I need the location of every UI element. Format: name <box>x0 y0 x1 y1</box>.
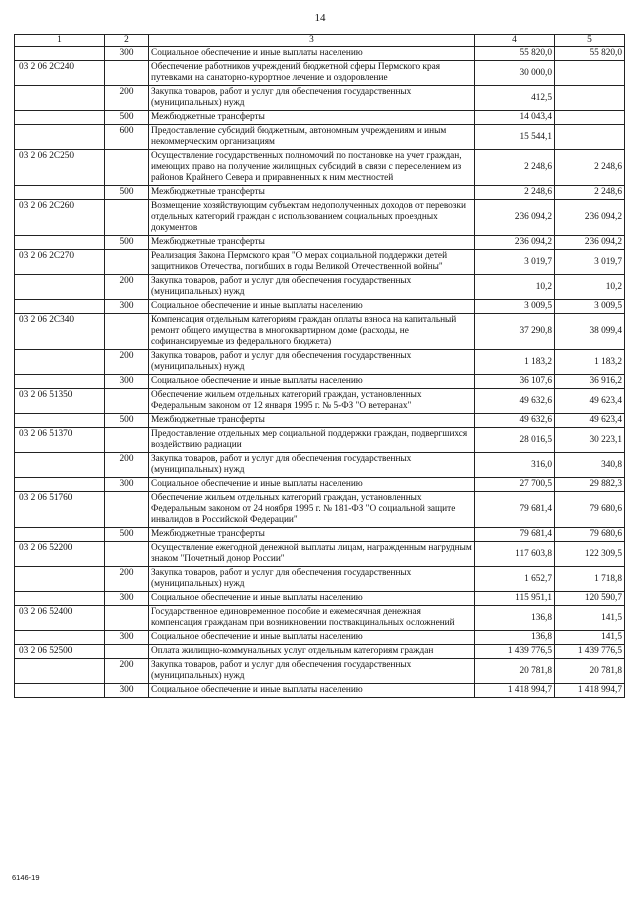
row-kvr: 500 <box>105 236 149 250</box>
table-row <box>15 314 625 350</box>
row-value-2: 55 820,0 <box>555 47 625 61</box>
table-row <box>15 428 625 453</box>
row-name: Социальное обеспечение и иные выплаты населению <box>149 300 475 314</box>
row-code: 03 2 06 2С240 <box>15 61 105 86</box>
table-row <box>15 492 625 528</box>
row-value-2: 36 916,2 <box>555 375 625 389</box>
row-name: Обеспечение жильем отдельных категорий граждан, установленных Федеральным законом от 12 января 1995 г. № 5-ФЗ "О ветеранах" <box>149 389 475 414</box>
table-row <box>15 478 625 492</box>
row-kvr <box>105 250 149 275</box>
table-row <box>15 453 625 478</box>
table-row <box>15 659 625 684</box>
row-value-2: 1 418 994,7 <box>555 684 625 698</box>
row-kvr: 300 <box>105 300 149 314</box>
row-value-1: 14 043,4 <box>475 111 555 125</box>
row-value-1: 1 652,7 <box>475 567 555 592</box>
row-kvr <box>105 61 149 86</box>
row-value-1: 236 094,2 <box>475 200 555 236</box>
row-name: Межбюджетные трансферты <box>149 414 475 428</box>
table-row <box>15 200 625 236</box>
row-name: Социальное обеспечение и иные выплаты населению <box>149 592 475 606</box>
row-code <box>15 47 105 61</box>
row-value-2: 340,8 <box>555 453 625 478</box>
row-value-2: 2 248,6 <box>555 186 625 200</box>
row-code: 03 2 06 51760 <box>15 492 105 528</box>
row-value-1: 136,8 <box>475 631 555 645</box>
row-value-1: 79 681,4 <box>475 492 555 528</box>
row-code <box>15 478 105 492</box>
row-code: 03 2 06 52200 <box>15 542 105 567</box>
row-value-1: 15 544,1 <box>475 125 555 150</box>
row-value-1: 2 248,6 <box>475 186 555 200</box>
row-value-1: 136,8 <box>475 606 555 631</box>
budget-table-container <box>14 34 624 698</box>
table-row <box>15 150 625 186</box>
table-row <box>15 300 625 314</box>
row-name: Государственное единовременное пособие и ежемесячная денежная компенсация гражданам при возникновении поствакцинальных осложнений <box>149 606 475 631</box>
row-value-1: 1 418 994,7 <box>475 684 555 698</box>
row-name: Закупка товаров, работ и услуг для обеспечения государственных (муниципальных) нужд <box>149 567 475 592</box>
row-kvr: 300 <box>105 47 149 61</box>
row-value-1: 2 248,6 <box>475 150 555 186</box>
row-kvr <box>105 542 149 567</box>
table-row <box>15 414 625 428</box>
row-value-2: 29 882,3 <box>555 478 625 492</box>
row-name: Социальное обеспечение и иные выплаты населению <box>149 631 475 645</box>
row-value-2: 79 680,6 <box>555 528 625 542</box>
table-row <box>15 186 625 200</box>
row-code: 03 2 06 2С270 <box>15 250 105 275</box>
row-kvr: 200 <box>105 453 149 478</box>
row-kvr: 200 <box>105 275 149 300</box>
row-code <box>15 125 105 150</box>
row-kvr: 500 <box>105 186 149 200</box>
row-code <box>15 300 105 314</box>
row-value-1: 79 681,4 <box>475 528 555 542</box>
row-value-1: 412,5 <box>475 86 555 111</box>
row-value-2: 10,2 <box>555 275 625 300</box>
table-row <box>15 389 625 414</box>
row-value-2: 1 183,2 <box>555 350 625 375</box>
row-code <box>15 350 105 375</box>
row-value-2: 122 309,5 <box>555 542 625 567</box>
table-row <box>15 542 625 567</box>
row-kvr: 200 <box>105 350 149 375</box>
row-value-1: 236 094,2 <box>475 236 555 250</box>
row-value-2: 30 223,1 <box>555 428 625 453</box>
row-value-2 <box>555 125 625 150</box>
row-code: 03 2 06 2С250 <box>15 150 105 186</box>
row-kvr <box>105 389 149 414</box>
row-name: Социальное обеспечение и иные выплаты населению <box>149 375 475 389</box>
row-name: Закупка товаров, работ и услуг для обеспечения государственных (муниципальных) нужд <box>149 350 475 375</box>
header-col-5: 5 <box>555 35 625 47</box>
row-value-2: 141,5 <box>555 606 625 631</box>
row-value-2: 3 019,7 <box>555 250 625 275</box>
row-value-2: 20 781,8 <box>555 659 625 684</box>
row-value-2 <box>555 111 625 125</box>
row-name: Межбюджетные трансферты <box>149 186 475 200</box>
header-col-2: 2 <box>105 35 149 47</box>
row-name: Межбюджетные трансферты <box>149 528 475 542</box>
footer-code: 6146-19 <box>12 873 40 882</box>
row-name: Закупка товаров, работ и услуг для обеспечения государственных (муниципальных) нужд <box>149 453 475 478</box>
header-row <box>15 35 625 47</box>
row-kvr: 500 <box>105 111 149 125</box>
row-value-1: 117 603,8 <box>475 542 555 567</box>
row-value-2: 49 623,4 <box>555 389 625 414</box>
row-name: Социальное обеспечение и иные выплаты населению <box>149 47 475 61</box>
row-kvr: 500 <box>105 414 149 428</box>
row-name: Осуществление ежегодной денежной выплаты лицам, награжденным нагрудным знаком "Почетный донор России" <box>149 542 475 567</box>
row-value-1: 37 290,8 <box>475 314 555 350</box>
table-row <box>15 275 625 300</box>
table-row <box>15 111 625 125</box>
row-name: Закупка товаров, работ и услуг для обеспечения государственных (муниципальных) нужд <box>149 275 475 300</box>
row-value-1: 55 820,0 <box>475 47 555 61</box>
row-value-1: 115 951,1 <box>475 592 555 606</box>
row-code: 03 2 06 2С340 <box>15 314 105 350</box>
row-value-1: 49 632,6 <box>475 389 555 414</box>
row-name: Закупка товаров, работ и услуг для обеспечения государственных (муниципальных) нужд <box>149 659 475 684</box>
row-code <box>15 414 105 428</box>
table-row <box>15 350 625 375</box>
table-row <box>15 528 625 542</box>
row-name: Социальное обеспечение и иные выплаты населению <box>149 478 475 492</box>
row-kvr <box>105 314 149 350</box>
row-code <box>15 659 105 684</box>
row-kvr: 300 <box>105 592 149 606</box>
row-value-2 <box>555 86 625 111</box>
row-name: Компенсация отдельным категориям граждан оплаты взноса на капитальный ремонт общего имущества в многоквартирном доме (расходы, не софинансируемые из федерального бюджета) <box>149 314 475 350</box>
table-body <box>15 47 625 698</box>
row-value-2 <box>555 61 625 86</box>
row-kvr: 300 <box>105 478 149 492</box>
table-row <box>15 645 625 659</box>
row-value-2: 1 439 776,5 <box>555 645 625 659</box>
header-col-3: 3 <box>149 35 475 47</box>
row-kvr: 200 <box>105 659 149 684</box>
row-code <box>15 631 105 645</box>
table-row <box>15 592 625 606</box>
row-value-1: 36 107,6 <box>475 375 555 389</box>
table-row <box>15 375 625 389</box>
table-row <box>15 684 625 698</box>
header-col-4: 4 <box>475 35 555 47</box>
row-value-1: 1 439 776,5 <box>475 645 555 659</box>
row-value-2: 236 094,2 <box>555 236 625 250</box>
row-value-2: 141,5 <box>555 631 625 645</box>
row-kvr: 200 <box>105 86 149 111</box>
row-code <box>15 275 105 300</box>
row-value-1: 3 019,7 <box>475 250 555 275</box>
row-kvr <box>105 606 149 631</box>
table-row <box>15 631 625 645</box>
table-row <box>15 61 625 86</box>
row-kvr <box>105 150 149 186</box>
row-kvr: 500 <box>105 528 149 542</box>
table-row <box>15 125 625 150</box>
row-value-1: 27 700,5 <box>475 478 555 492</box>
header-col-1: 1 <box>15 35 105 47</box>
row-code <box>15 453 105 478</box>
row-name: Обеспечение жильем отдельных категорий граждан, установленных Федеральным законом от 24 ноября 1995 г. № 181-ФЗ "О социальной защите инвалидов в Российской Федерации" <box>149 492 475 528</box>
row-name: Обеспечение работников учреждений бюджетной сферы Пермского края путевками на санаторно-курортное лечение и оздоровление <box>149 61 475 86</box>
row-value-1: 30 000,0 <box>475 61 555 86</box>
row-code <box>15 592 105 606</box>
table-row <box>15 567 625 592</box>
row-kvr <box>105 645 149 659</box>
table-row <box>15 606 625 631</box>
row-name: Межбюджетные трансферты <box>149 236 475 250</box>
row-kvr: 300 <box>105 684 149 698</box>
row-value-2: 120 590,7 <box>555 592 625 606</box>
row-code: 03 2 06 51370 <box>15 428 105 453</box>
row-code: 03 2 06 2С260 <box>15 200 105 236</box>
table-row <box>15 47 625 61</box>
row-value-2: 236 094,2 <box>555 200 625 236</box>
table-row <box>15 236 625 250</box>
row-value-2: 49 623,4 <box>555 414 625 428</box>
row-value-2: 79 680,6 <box>555 492 625 528</box>
row-value-1: 1 183,2 <box>475 350 555 375</box>
row-code: 03 2 06 51350 <box>15 389 105 414</box>
row-name: Предоставление отдельных мер социальной поддержки граждан, подвергшихся воздействию радиации <box>149 428 475 453</box>
row-kvr: 300 <box>105 375 149 389</box>
row-code: 03 2 06 52500 <box>15 645 105 659</box>
row-value-2: 1 718,8 <box>555 567 625 592</box>
row-name: Осуществление государственных полномочий по постановке на учет граждан, имеющих право на получение жилищных субсидий в связи с переселением из районов Крайнего Севера и приравненных к ним местностей <box>149 150 475 186</box>
row-value-1: 10,2 <box>475 275 555 300</box>
table-row <box>15 86 625 111</box>
row-value-2: 3 009,5 <box>555 300 625 314</box>
budget-table <box>14 34 625 698</box>
row-kvr: 600 <box>105 125 149 150</box>
row-kvr <box>105 200 149 236</box>
row-value-1: 49 632,6 <box>475 414 555 428</box>
row-code: 03 2 06 52400 <box>15 606 105 631</box>
row-code <box>15 186 105 200</box>
row-code <box>15 375 105 389</box>
row-code <box>15 684 105 698</box>
row-value-1: 28 016,5 <box>475 428 555 453</box>
row-value-2: 2 248,6 <box>555 150 625 186</box>
row-code <box>15 86 105 111</box>
table-row <box>15 250 625 275</box>
row-name: Оплата жилищно-коммунальных услуг отдельным категориям граждан <box>149 645 475 659</box>
row-name: Реализация Закона Пермского края "О мерах социальной поддержки детей защитников Отечества, погибших в годы Великой Отечественной войны" <box>149 250 475 275</box>
row-kvr <box>105 428 149 453</box>
row-value-1: 3 009,5 <box>475 300 555 314</box>
row-value-1: 20 781,8 <box>475 659 555 684</box>
row-name: Предоставление субсидий бюджетным, автономным учреждениям и иным некоммерческим организациям <box>149 125 475 150</box>
row-name: Возмещение хозяйствующим субъектам недополученных доходов от перевозки отдельных категорий граждан с использованием социальных проездных документов <box>149 200 475 236</box>
row-code <box>15 528 105 542</box>
row-code <box>15 236 105 250</box>
row-kvr: 200 <box>105 567 149 592</box>
row-code <box>15 111 105 125</box>
row-kvr <box>105 492 149 528</box>
row-value-2: 38 099,4 <box>555 314 625 350</box>
row-name: Закупка товаров, работ и услуг для обеспечения государственных (муниципальных) нужд <box>149 86 475 111</box>
row-kvr: 300 <box>105 631 149 645</box>
row-code <box>15 567 105 592</box>
row-value-1: 316,0 <box>475 453 555 478</box>
row-name: Межбюджетные трансферты <box>149 111 475 125</box>
page-number: 14 <box>314 12 326 24</box>
row-name: Социальное обеспечение и иные выплаты населению <box>149 684 475 698</box>
